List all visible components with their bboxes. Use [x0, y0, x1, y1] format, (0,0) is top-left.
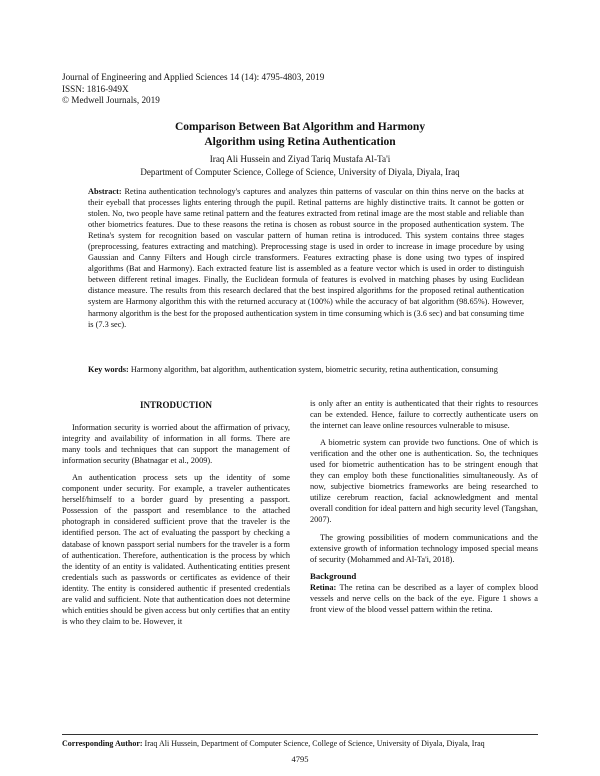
corresponding-author-text: Iraq Ali Hussein, Department of Computer Science, College of Science, University of Diyala, Diyala, Iraq [144, 739, 485, 748]
paper-title-line-1: Comparison Between Bat Algorithm and Harmony [174, 121, 426, 133]
page-number: 4795 [291, 754, 309, 764]
intro-paragraph-2: An authentication process sets up the identity of some component under security. For example, a traveler authenticates herself/himself to a border guard by presenting a passport. Possession of the passport and resemblance to the attached photograph in considered sufficient prove that the traveler is the identified person. The act of evaluating the passport by checking a database of known passport serial numbers for the traveler is a form of authentication. Therefore, authentication is the process by which the identity of an entity is validated. Authenticating entities present credentials such as passwords or certificates as evidence of their identity. The entity is considered authentic if presented credentials are valid and sufficient. Note that authentication does not determine which entities should be given access but only certifies that an entity is who they claim to be. However, it [62, 473, 290, 626]
journal-header [62, 72, 324, 107]
abstract-text: Retina authentication technology's captures and analyzes thin patterns of vascular on thin thins nerve on the backs at their eyeball that processes lights entering through the pupil. Retinal patterns are highly distinctive traits. It cannot be gotten or stolen. No, two people have same retinal pattern and the features extracted from retinal image are the most stable and reliable than other biometrics features. Due to these reasons the retina is chosen as robust source in the proposed authentication system. The Retina's system for recognition based on vascular pattern of human retina is introduced. This system contains three stages (preprocessing, features extracting and matching). Preprocessing stage is used in order to increase in image procedure by using Gaussian and Canny Filters and Hough circle transformers. Features extracting phase is done using two types of inspired algorithms (Bat and Harmony). Each extracted feature list is assembled as a feature vector which is used in order to distinguish between different retinal images. Finally, the Euclidean formula of features is evolved in matching phases by using Euclidean distance measure. The results from this research declared that the best inspired algorithms for the proposed retinal authentication system are Harmony algorithm this with the returned accuracy at (100%) while the accuracy of bat algorithm (98.65%). However, harmony algorithm is the best for the proposed authentication system in time consuming which is (3.6 sec) and bat consuming time is (7.3 sec). [88, 187, 524, 329]
keywords-text: Harmony algorithm, bat algorithm, authentication system, biometric security, retina authentication, consuming [130, 365, 498, 374]
corresponding-author [62, 739, 538, 749]
keywords [88, 364, 524, 375]
intro-paragraph-5: The growing possibilities of modern communications and the extensive growth of information technology imposed special means of security (Mohammed and Al-Ta'i, 2018). [310, 532, 538, 564]
paper-title [0, 120, 600, 150]
paper-title-line-2: Algorithm using Retina Authentication [204, 136, 396, 148]
background-paragraph [310, 582, 538, 615]
abstract-label: Abstract: [88, 187, 122, 196]
left-column [62, 400, 290, 633]
journal-issn: ISSN: 1816-949X [62, 83, 129, 94]
abstract [88, 186, 524, 330]
corresponding-author-label: Corresponding Author: [62, 739, 143, 748]
keywords-label: Key words: [88, 365, 129, 374]
intro-paragraph-4: A biometric system can provide two functions. One of which is verification and the other one is authentication. So, the techniques used for biometric authentication has to be stringent enough that they can employ both these functionalities simultaneously. As of now, subjective biometrics frameworks are being researched to utilize cerebrum reaction, facial acknowledgment and mental overall condition for ideal pattern and high security level (Tangshan, 2007). [310, 438, 538, 525]
retina-label: Retina: [310, 582, 337, 592]
footer-divider [62, 734, 538, 735]
introduction-heading: INTRODUCTION [139, 400, 212, 410]
intro-paragraph-1: Information security is worried about the affirmation of privacy, integrity and availability of information in all forms. There are many tools and techniques that can support the management of information security (Bhatnagar et al., 2009). [62, 423, 290, 466]
journal-copyright: © Medwell Journals, 2019 [62, 95, 160, 105]
intro-paragraph-3: is only after an entity is authenticated that their rights to resources can be extended. Hence, failure to correctly authenticate users on the internet can leave online resources vulnerable to misuse. [310, 399, 538, 431]
background-text: The retina can be described as a layer of complex blood vessels and nerve cells on the back of the eye. Figure 1 shows a front view of the blood vessel pattern within the retina. [310, 582, 538, 614]
journal-citation: Journal of Engineering and Applied Sciences 14 (14): 4795-4803, 2019 [62, 72, 325, 82]
affiliation: Department of Computer Science, College of Science, University of Diyala, Diyala, Iraq [140, 167, 460, 177]
authors: Iraq Ali Hussein and Ziyad Tariq Mustafa Al-Ta'i [209, 154, 391, 164]
background-heading: Background [310, 570, 357, 581]
right-column [310, 398, 538, 621]
